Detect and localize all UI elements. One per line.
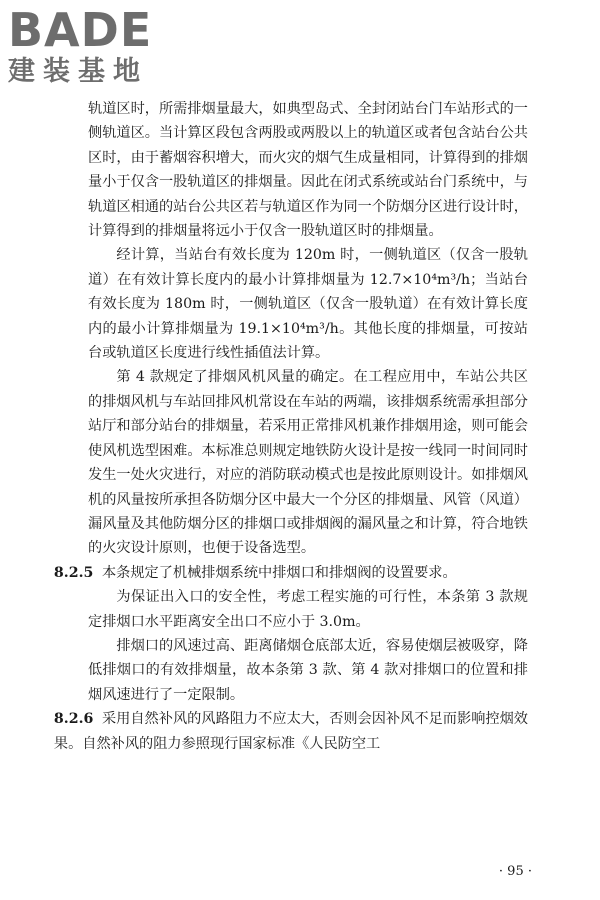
document-body bbox=[53, 97, 528, 756]
paragraph-exit-safety: 为保证出入口的安全性，考虑工程实施的可行性，本条第 3 款规定排烟口水平距离安全出口不应小于 3.0m。 bbox=[88, 589, 528, 630]
section-8-2-6 bbox=[54, 707, 528, 756]
page-number: · 95 · bbox=[498, 864, 532, 879]
paragraph-calculation: 经计算，当站台有效长度为 120m 时，一侧轨道区（仅含一股轨道）在有效计算长度内的最小计算排烟量为 12.7×10⁴m³/h；当站台有效长度为 180m 时，一侧轨道区（仅含一股轨道）在有效计算长度内的最小计算排烟量为 19.1×10⁴m³/h。其他长度的排烟量，可按站台或轨道区长度进行线性插值法计算。 bbox=[88, 247, 528, 362]
section-text: 采用自然补风的风路阻力不应太大，否则会因补风不足而影响控烟效果。自然补风的阻力参照现行国家标准《人民防空工 bbox=[53, 711, 528, 752]
section-text: 本条规定了机械排烟系统中排烟口和排烟阀的设置要求。 bbox=[101, 564, 457, 581]
logo-wordmark: BADE bbox=[8, 3, 153, 57]
section-number: 8.2.5 bbox=[53, 564, 94, 581]
section-number: 8.2.6 bbox=[53, 711, 94, 728]
paragraph-clause-4: 第 4 款规定了排烟风机风量的确定。在工程应用中，车站公共区的排烟风机与车站回排风机常设在车站的两端，该排烟系统需承担部分站厅和部分站台的排烟量，若采用正常排风机兼作排烟用途，则可能会使风机选型困难。本标准总则规定地铁防火设计是按一线同一时间同时发生一处火灾进行，对应的消防联动模式也是按此原则设计。如排烟风机的风量按所承担各防烟分区中最大一个分区的排烟量、风管（风道）漏风量及其他防烟分区的排烟口或排烟阀的漏风量之和计算，符合地铁的火灾设计原则，也便于设备选型。 bbox=[88, 369, 528, 557]
section-8-2-5 bbox=[54, 561, 528, 585]
paragraph-vent-velocity: 排烟口的风速过高、距离储烟仓底部太近，容易使烟层被吸穿，降低排烟口的有效排烟量，故本条第 3 款、第 4 款对排烟口的位置和排烟风速进行了一定限制。 bbox=[88, 637, 528, 703]
paragraph-continued: 轨道区时，所需排烟量最大，如典型岛式、全封闭站台门车站形式的一侧轨道区。当计算区段包含两股或两股以上的轨道区或者包含站台公共区时，由于蓄烟容积增大，而火灾的烟气生成量相同，计算得到的排烟量小于仅含一股轨道区的排烟量。因此在闭式系统或站台门系统中，与轨道区相通的站台公共区若与轨道区作为同一个防烟分区进行设计时，计算得到的排烟量将远小于仅含一股轨道区时的排烟量。 bbox=[88, 101, 528, 240]
logo-subtitle: 建装基地 bbox=[8, 56, 148, 87]
bade-logo bbox=[8, 3, 178, 88]
